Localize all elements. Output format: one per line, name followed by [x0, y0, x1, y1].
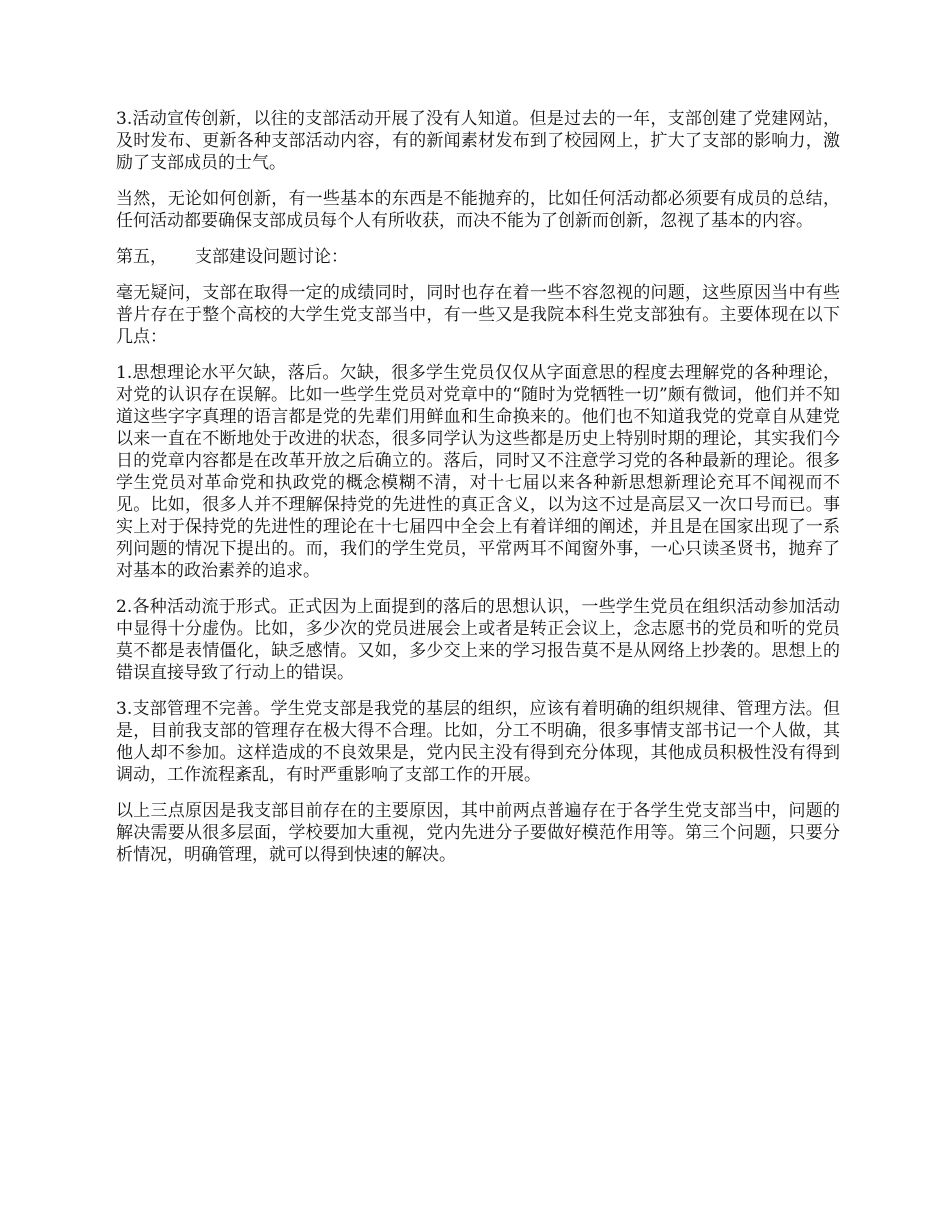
section-heading — [116, 246, 840, 268]
document-page — [116, 108, 840, 880]
paragraph-theory-level: 1.思想理论水平欠缺，落后。欠缺，很多学生党员仅仅从字面意思的程度去理解党的各种理论，对党的认识存在误解。比如一些学生党员对党章中的“随时为党牺牲一切”颇有微词，他们并不知道这些字字真理的语言都是党的先辈们用鲜血和生命换来的。他们也不知道我党的党章自从建党以来一直在不断地处于改进的状态，很多同学认为这些都是历史上特别时期的理论，其实我们今日的党章内容都是在改革开放之后确立的。落后，同时又不注意学习党的各种最新的理论。很多学生党员对革命党和执政党的概念模糊不清，对十七届以来各种新思想新理论充耳不闻视而不见。比如，很多人并不理解保持党的先进性的真正含义，以为这不过是高层又一次口号而已。事实上对于保持党的先进性的理论在十七届四中全会上有着详细的阐述，并且是在国家出现了一系列问题的情况下提出的。而，我们的学生党员，平常两耳不闻窗外事，一心只读圣贤书，抛弃了对基本的政治素养的追求。 — [116, 363, 840, 581]
paragraph-management: 3.支部管理不完善。学生党支部是我党的基层的组织，应该有着明确的组织规律、管理方法。但是，目前我支部的管理存在极大得不合理。比如，分工不明确，很多事情支部书记一个人做，其他人却不参加。这样造成的不良效果是，党内民主没有得到充分体现，其他成员积极性没有得到调动，工作流程紊乱，有时严重影响了支部工作的开展。 — [116, 699, 840, 785]
paragraph-formalism: 2.各种活动流于形式。正式因为上面提到的落后的思想认识，一些学生党员在组织活动参加活动中显得十分虚伪。比如，多少次的党员进展会上或者是转正会议上，念志愿书的党员和听的党员莫不都是表情僵化，缺乏感情。又如，多少交上来的学习报告莫不是从网络上抄袭的。思想上的错误直接导致了行动上的错误。 — [116, 597, 840, 683]
paragraph-activity-publicity: 3.活动宣传创新，以往的支部活动开展了没有人知道。但是过去的一年，支部创建了党建网站，及时发布、更新各种支部活动内容，有的新闻素材发布到了校园网上，扩大了支部的影响力，激励了支部成员的士气。 — [116, 109, 840, 173]
paragraph-basics-note: 当然，无论如何创新，有一些基本的东西是不能抛弃的，比如任何活动都必须要有成员的总结，任何活动都要确保支部成员每个人有所收获，而决不能为了创新而创新，忽视了基本的内容。 — [116, 189, 840, 231]
paragraph-conclusion: 以上三点原因是我支部目前存在的主要原因，其中前两点普遍存在于各学生党支部当中，问题的解决需要从很多层面，学校要加大重视，党内先进分子要做好模范作用等。第三个问题，只要分析情况，明确管理，就可以得到快速的解决。 — [116, 801, 840, 865]
paragraph-problems-intro: 毫无疑问，支部在取得一定的成绩同时，同时也存在着一些不容忽视的问题，这些原因当中有些普片存在于整个高校的大学生党支部当中，有一些又是我院本科生党支部独有。主要体现在以下几点： — [116, 283, 840, 347]
section-number: 第五， — [116, 247, 167, 267]
section-title: 支部建设问题讨论： — [195, 247, 348, 267]
